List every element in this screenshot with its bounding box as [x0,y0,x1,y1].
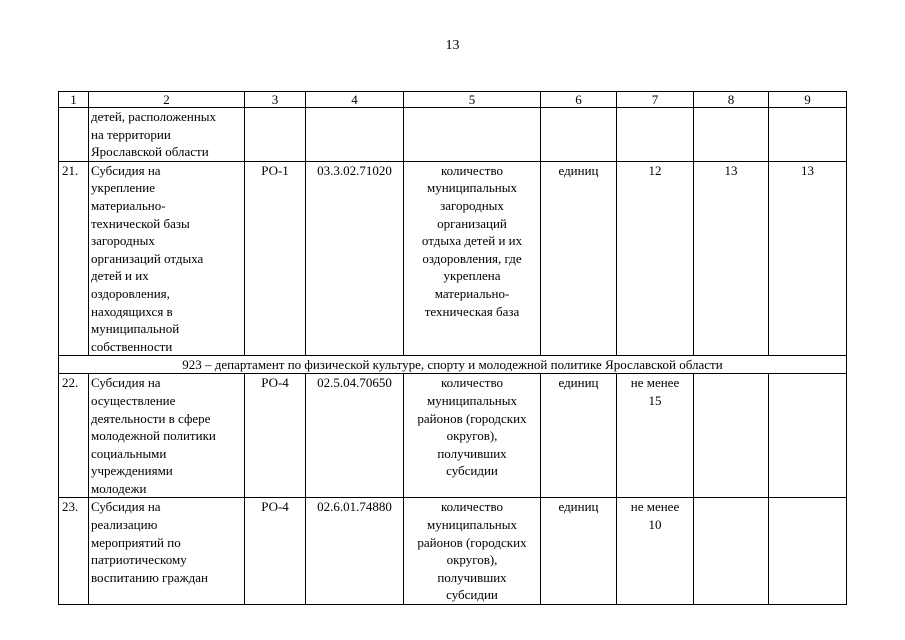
cell-name: Субсидия на реализацию мероприятий по патриотическому воспитанию граждан [89,498,245,605]
cell-indicator [404,108,541,162]
subsidy-table [58,91,847,605]
cell-code: 02.5.04.70650 [306,374,404,498]
column-header: 3 [245,92,306,108]
cell-indicator: количество муниципальных загородных организаций отдыха детей и их оздоровления, где укреплена материально- техническая база [404,161,541,356]
cell-v7: 12 [617,161,694,356]
cell-v8 [694,108,769,162]
cell-code: 03.3.02.71020 [306,161,404,356]
column-header: 4 [306,92,404,108]
page-number: 13 [445,38,460,53]
cell-v7: не менее 10 [617,498,694,605]
cell-v9 [769,108,847,162]
cell-code: 02.6.01.74880 [306,498,404,605]
column-header: 5 [404,92,541,108]
cell-indicator: количество муниципальных районов (городских округов), получивших субсидии [404,498,541,605]
cell-v8 [694,498,769,605]
cell-v7: не менее 15 [617,374,694,498]
cell-unit: единиц [541,161,617,356]
cell-v8 [694,374,769,498]
cell-program [245,108,306,162]
cell-v7 [617,108,694,162]
cell-num: 22. [59,374,89,498]
table-row [59,161,847,356]
cell-program: РО-4 [245,498,306,605]
column-header: 1 [59,92,89,108]
department-heading: 923 – департамент по физической культуре, спорту и молодежной политике Ярославской области [59,356,847,374]
cell-unit: единиц [541,374,617,498]
cell-v9: 13 [769,161,847,356]
column-header: 6 [541,92,617,108]
continuation-row [59,108,847,162]
cell-name: Субсидия на укрепление материально- технической базы загородных организаций отдыха детей и их оздоровления, находящихся в муниципальной собственности [89,161,245,356]
cell-unit [541,108,617,162]
cell-code [306,108,404,162]
cell-v8: 13 [694,161,769,356]
table-row [59,374,847,498]
column-header: 7 [617,92,694,108]
cell-v9 [769,374,847,498]
cell-v9 [769,498,847,605]
cell-num: 21. [59,161,89,356]
cell-num: 23. [59,498,89,605]
column-number-row [59,92,847,108]
column-header: 2 [89,92,245,108]
column-header: 9 [769,92,847,108]
department-row [59,356,847,374]
cell-indicator: количество муниципальных районов (городских округов), получивших субсидии [404,374,541,498]
cell-unit: единиц [541,498,617,605]
cell-name: Субсидия на осуществление деятельности в сфере молодежной политики социальными учреждениями молодежи [89,374,245,498]
table-row [59,498,847,605]
column-header: 8 [694,92,769,108]
cell-num [59,108,89,162]
cell-program: РО-4 [245,374,306,498]
cell-name: детей, расположенных на территории Ярославской области [89,108,245,162]
cell-program: РО-1 [245,161,306,356]
